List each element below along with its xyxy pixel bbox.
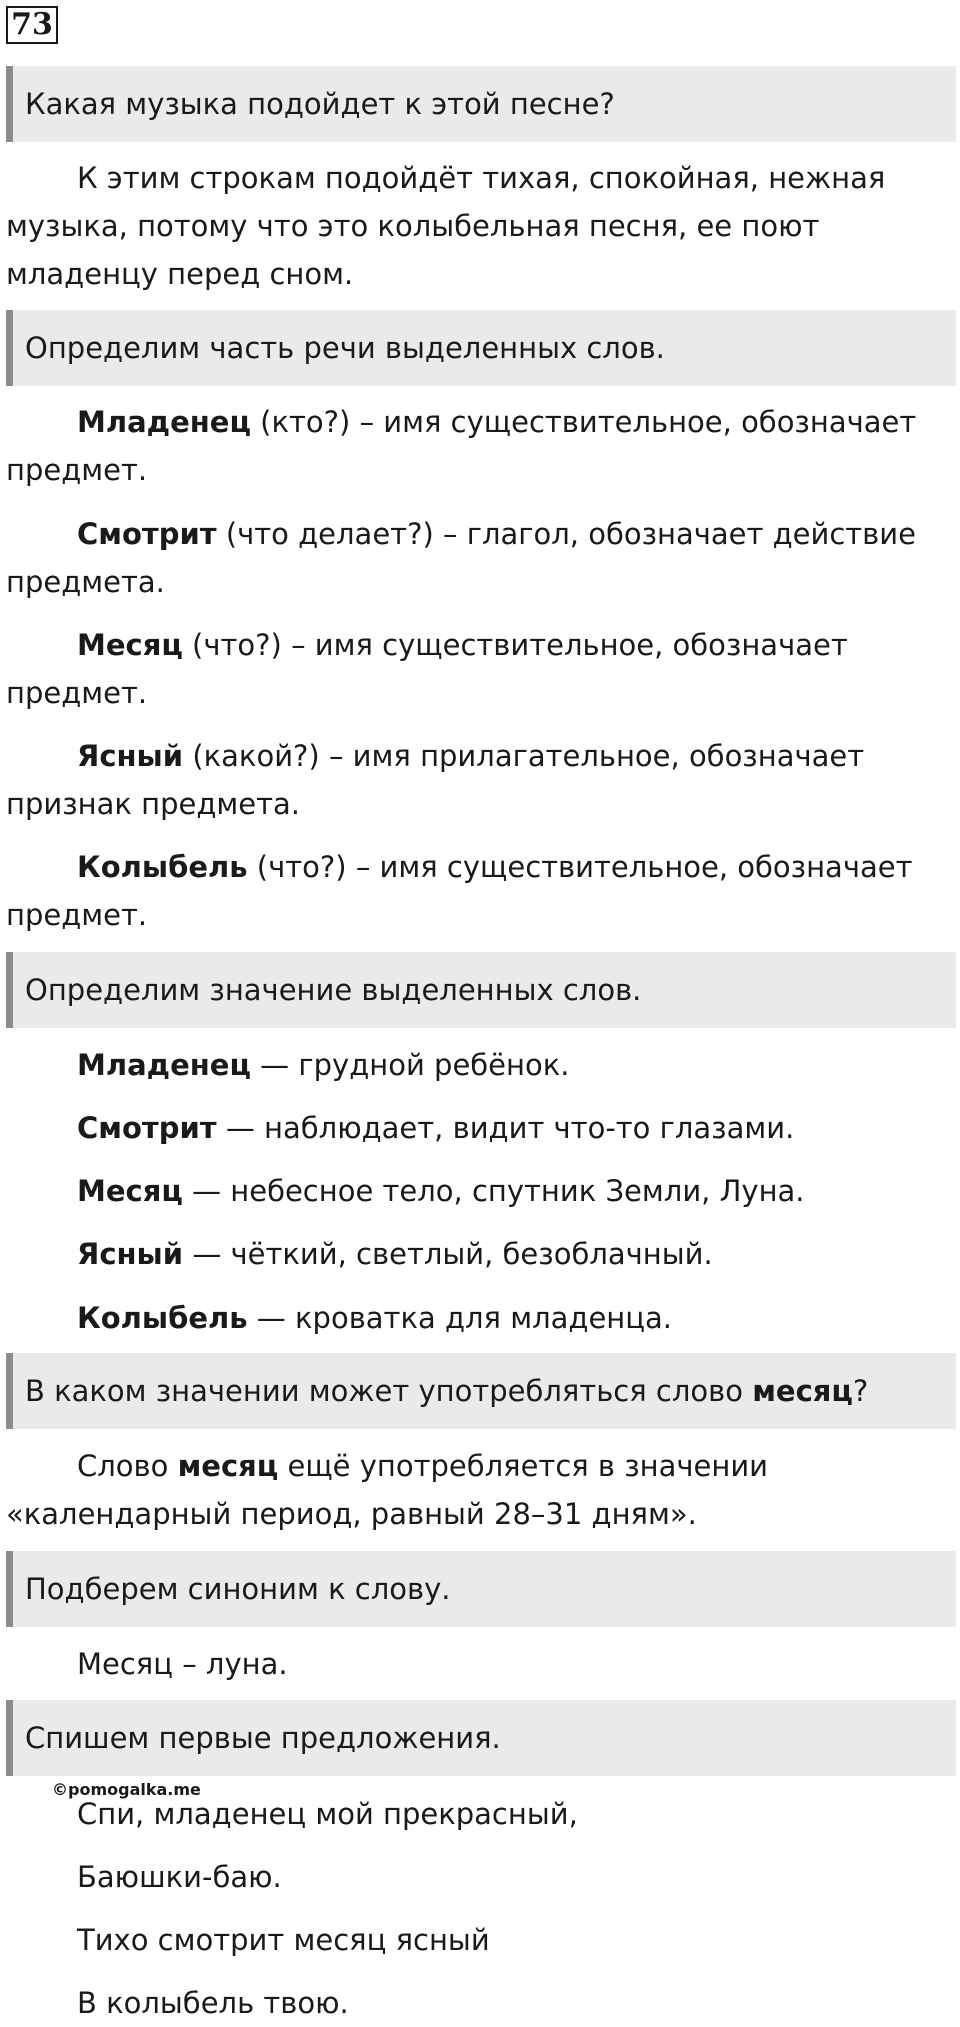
pos-word: Месяц — [77, 628, 183, 662]
pos-word: Смотрит — [77, 517, 217, 551]
task-prompt-word-meaning — [6, 1353, 956, 1429]
poem-line: В колыбель твою. — [77, 1986, 349, 2020]
watermark: ©pomogalka.me — [52, 1780, 201, 1799]
pos-description: (что?) – имя существительное, обозначает предмет. — [6, 628, 848, 710]
meaning-word: Ясный — [77, 1237, 184, 1271]
meaning-item — [77, 1167, 805, 1215]
poem-line: Баюшки-баю. — [77, 1860, 282, 1894]
meaning-item — [77, 1230, 713, 1278]
meaning-description: — грудной ребёнок. — [250, 1048, 570, 1082]
pos-item — [6, 398, 951, 494]
meaning-item — [77, 1294, 672, 1342]
prompt-prefix: В каком значении может употребляться слово — [25, 1374, 753, 1408]
meaning-word: Младенец — [77, 1048, 251, 1082]
meaning-item — [77, 1041, 569, 1089]
meaning-description: — наблюдает, видит что-то глазами. — [216, 1111, 795, 1145]
pos-word: Младенец — [77, 405, 251, 439]
meaning-description: — чёткий, светлый, безоблачный. — [183, 1237, 713, 1271]
pos-description: (что?) – имя существительное, обозначает предмет. — [6, 850, 913, 932]
meaning-word: Месяц — [77, 1174, 183, 1208]
task-prompt-music: Какая музыка подойдет к этой песне? — [6, 66, 956, 142]
meaning-description: — кроватка для младенца. — [247, 1301, 672, 1335]
answer-synonym: Месяц – луна. — [77, 1647, 288, 1681]
pos-word: Ясный — [77, 739, 184, 773]
meaning-word: Смотрит — [77, 1111, 217, 1145]
task-prompt-copy: Спишем первые предложения. — [6, 1700, 956, 1776]
answer-rest: ещё употребляется в значении «календарный период, равный 28–31 дням». — [6, 1449, 769, 1531]
prompt-suffix: ? — [852, 1374, 869, 1408]
answer-word-meaning — [6, 1442, 951, 1538]
meaning-word: Колыбель — [77, 1301, 248, 1335]
pos-item — [6, 732, 951, 828]
task-prompt-synonym: Подберем синоним к слову. — [6, 1551, 956, 1627]
task-number: 73 — [6, 6, 58, 44]
task-prompt-parts-of-speech: Определим часть речи выделенных слов. — [6, 310, 956, 386]
pos-item — [6, 621, 951, 717]
meaning-description: — небесное тело, спутник Земли, Луна. — [182, 1174, 805, 1208]
task-prompt-meanings: Определим значение выделенных слов. — [6, 952, 956, 1028]
pos-word: Колыбель — [77, 850, 248, 884]
poem-line: Тихо смотрит месяц ясный — [77, 1923, 490, 1957]
pos-item — [6, 510, 951, 606]
answer-music: К этим строкам подойдёт тихая, спокойная, нежная музыка, потому что это колыбельная песня, ее поют младенцу перед сном. — [6, 161, 886, 291]
pos-description: (кто?) – имя существительное, обозначает предмет. — [6, 405, 917, 487]
pos-item — [6, 843, 951, 939]
prompt-word: месяц — [752, 1374, 853, 1408]
answer-word: месяц — [177, 1449, 279, 1483]
pos-description: (какой?) – имя прилагательное, обозначает признак предмета. — [6, 739, 865, 821]
poem-line: Спи, младенец мой прекрасный, — [77, 1797, 578, 1831]
pos-description: (что делает?) – глагол, обозначает действие предмета. — [6, 517, 916, 599]
answer-prefix: Слово — [77, 1449, 178, 1483]
meaning-item — [77, 1104, 794, 1152]
